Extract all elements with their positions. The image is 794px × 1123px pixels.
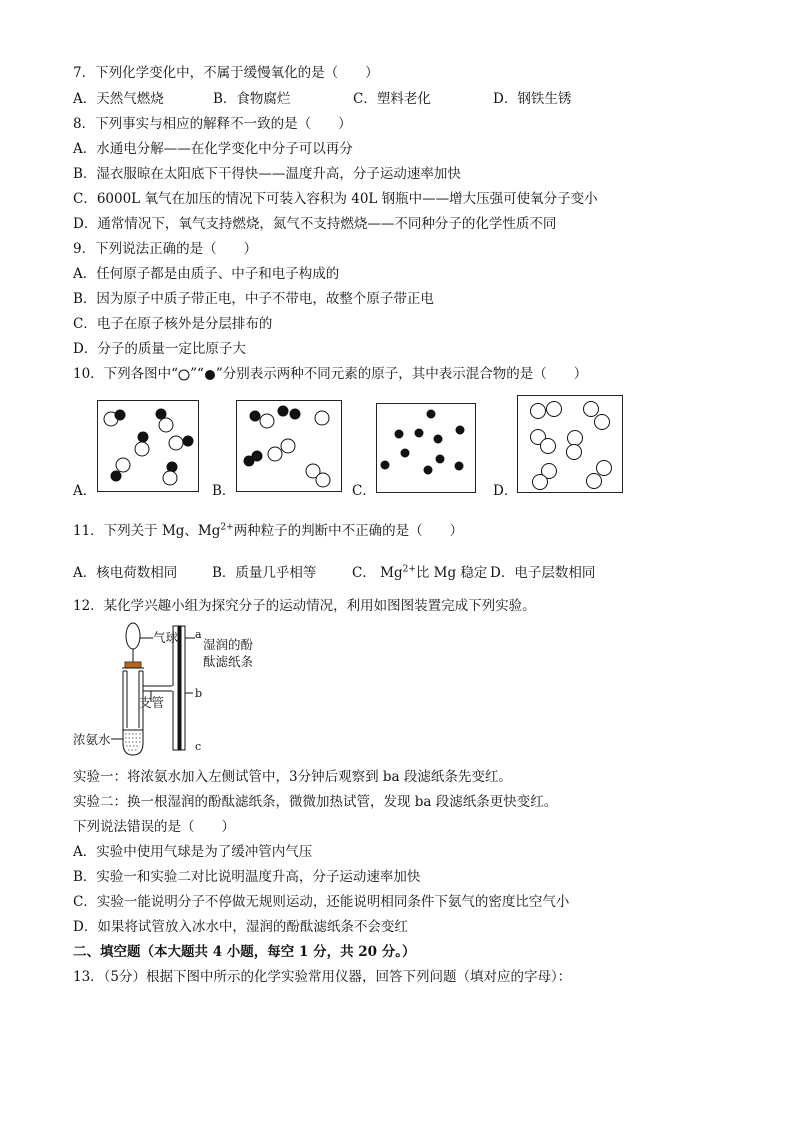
q11-option-c-part-a: C． Mg	[352, 565, 403, 581]
q8-stem: 8．下列事实与相应的解释不一致的是（ ）	[73, 116, 352, 132]
q7-option-d: D．钢铁生锈	[493, 91, 572, 107]
q10-label-c: C．	[352, 483, 376, 499]
q12-stem: 12．某化学兴趣小组为探究分子的运动情况，利用如图图装置完成下列实验。	[73, 598, 536, 614]
q7-option-b: B．食物腐烂	[213, 91, 291, 107]
q12-label-b: b	[195, 687, 203, 700]
q8-option-b: B．湿衣服晾在太阳底下干得快——温度升高，分子运动速率加快	[73, 166, 461, 182]
q9-option-b: B．因为原子中质子带正电，中子不带电，故整个原子带正电	[73, 291, 434, 307]
q9-option-c: C．电子在原子核外是分层排布的	[73, 316, 273, 332]
q7-stem: 7．下列化学变化中，不属于缓慢氧化的是（ ）	[73, 65, 379, 81]
q12-option-b: B．实验一和实验二对比说明温度升高，分子运动速率加快	[73, 869, 421, 885]
q12-label-side-tube: 支管	[139, 695, 165, 710]
q10-stem-mid: ”“	[190, 366, 204, 382]
q11-stem-part-a: 11．下列关于 Mg、Mg	[73, 523, 221, 539]
q11-option-d: D．电子层数相同	[490, 565, 596, 581]
q7-option-a: A．天然气燃烧	[73, 91, 164, 107]
q12-label-balloon: 气球	[153, 630, 179, 645]
q10-diagram-b	[237, 401, 341, 491]
q10-stem-after: ”分别表示两种不同元素的原子，其中表示混合物的是（ ）	[215, 366, 588, 382]
balloon-shape	[126, 623, 140, 649]
q8-option-c: C．6000L 氧气在加压的情况下可装入容积为 40L 钢瓶中——增大压强可使氧分子变小	[73, 191, 598, 207]
q12-label-ammonia: 浓氨水	[73, 732, 111, 747]
section-2-heading: 二、填空题（本大题共 4 小题，每空 1 分，共 20 分。）	[73, 944, 416, 960]
q12-label-a: a	[195, 628, 202, 641]
q8-option-a: A．水通电分解——在化学变化中分子可以再分	[73, 141, 353, 157]
q11-option-b: B．质量几乎相等	[212, 565, 317, 581]
q9-option-a: A．任何原子都是由质子、中子和电子构成的	[73, 266, 340, 282]
q12-option-a: A．实验中使用气球是为了缓冲管内气压	[73, 844, 313, 860]
q10-box-c	[376, 403, 476, 493]
q10-diagram-a	[98, 401, 198, 491]
q10-box-a	[97, 400, 199, 492]
q13-stem: 13．（5分）根据下图中所示的化学实验常用仪器，回答下列问题（填对应的字母）：	[73, 969, 572, 985]
q8-option-d: D．通常情况下，氧气支持燃烧，氮气不支持燃烧——不同种分子的化学性质不同	[73, 216, 557, 232]
q11-option-c-sup: 2+	[402, 564, 416, 575]
q10-diagram-d	[518, 396, 622, 492]
q10-label-a: A．	[73, 483, 97, 499]
q11-option-c-part-b: 比 Mg 稳定	[415, 565, 488, 581]
q11-stem-sup: 2+	[220, 522, 234, 533]
q11-option-a: A．核电荷数相同	[73, 565, 178, 581]
hollow-atom-icon	[178, 369, 190, 381]
q12-option-d: D．如果将试管放入冰水中，湿润的酚酞滤纸条不会变红	[73, 919, 408, 935]
solid-atom-icon	[204, 369, 216, 381]
q12-label-paper-line2: 酞滤纸条	[203, 654, 254, 669]
q10-diagram-c	[377, 404, 475, 492]
q10-box-d	[517, 395, 623, 493]
q9-stem: 9．下列说法正确的是（ ）	[73, 241, 258, 257]
q12-label-c: c	[195, 740, 202, 753]
q11-option-c	[352, 564, 487, 582]
q10-label-d: D．	[493, 483, 518, 499]
q7-option-c: C．塑料老化	[353, 91, 431, 107]
q12-label-paper-line1: 湿润的酚	[203, 637, 254, 652]
q11-stem-part-b: 两种粒子的判断中不正确的是（ ）	[233, 523, 464, 539]
q9-option-d: D．分子的质量一定比原子大	[73, 341, 246, 357]
q10-stem-before: 10．下列各图中“	[73, 366, 179, 382]
q10-stem	[73, 365, 587, 383]
q12-experiment-2: 实验二：换一根湿润的酚酞滤纸条，微微加热试管，发现 ba 段滤纸条更快变红。	[73, 794, 558, 810]
q12-experiment-1: 实验一：将浓氨水加入左侧试管中，3分钟后观察到 ba 段滤纸条先变红。	[73, 769, 512, 785]
q12-option-c: C．实验一能说明分子不停做无规则运动，还能说明相同条件下氨气的密度比空气小	[73, 894, 570, 910]
q10-label-b: B．	[212, 483, 236, 499]
q12-ask: 下列说法错误的是（ ）	[73, 819, 235, 835]
q10-box-b	[236, 400, 342, 492]
q11-stem	[73, 522, 463, 540]
